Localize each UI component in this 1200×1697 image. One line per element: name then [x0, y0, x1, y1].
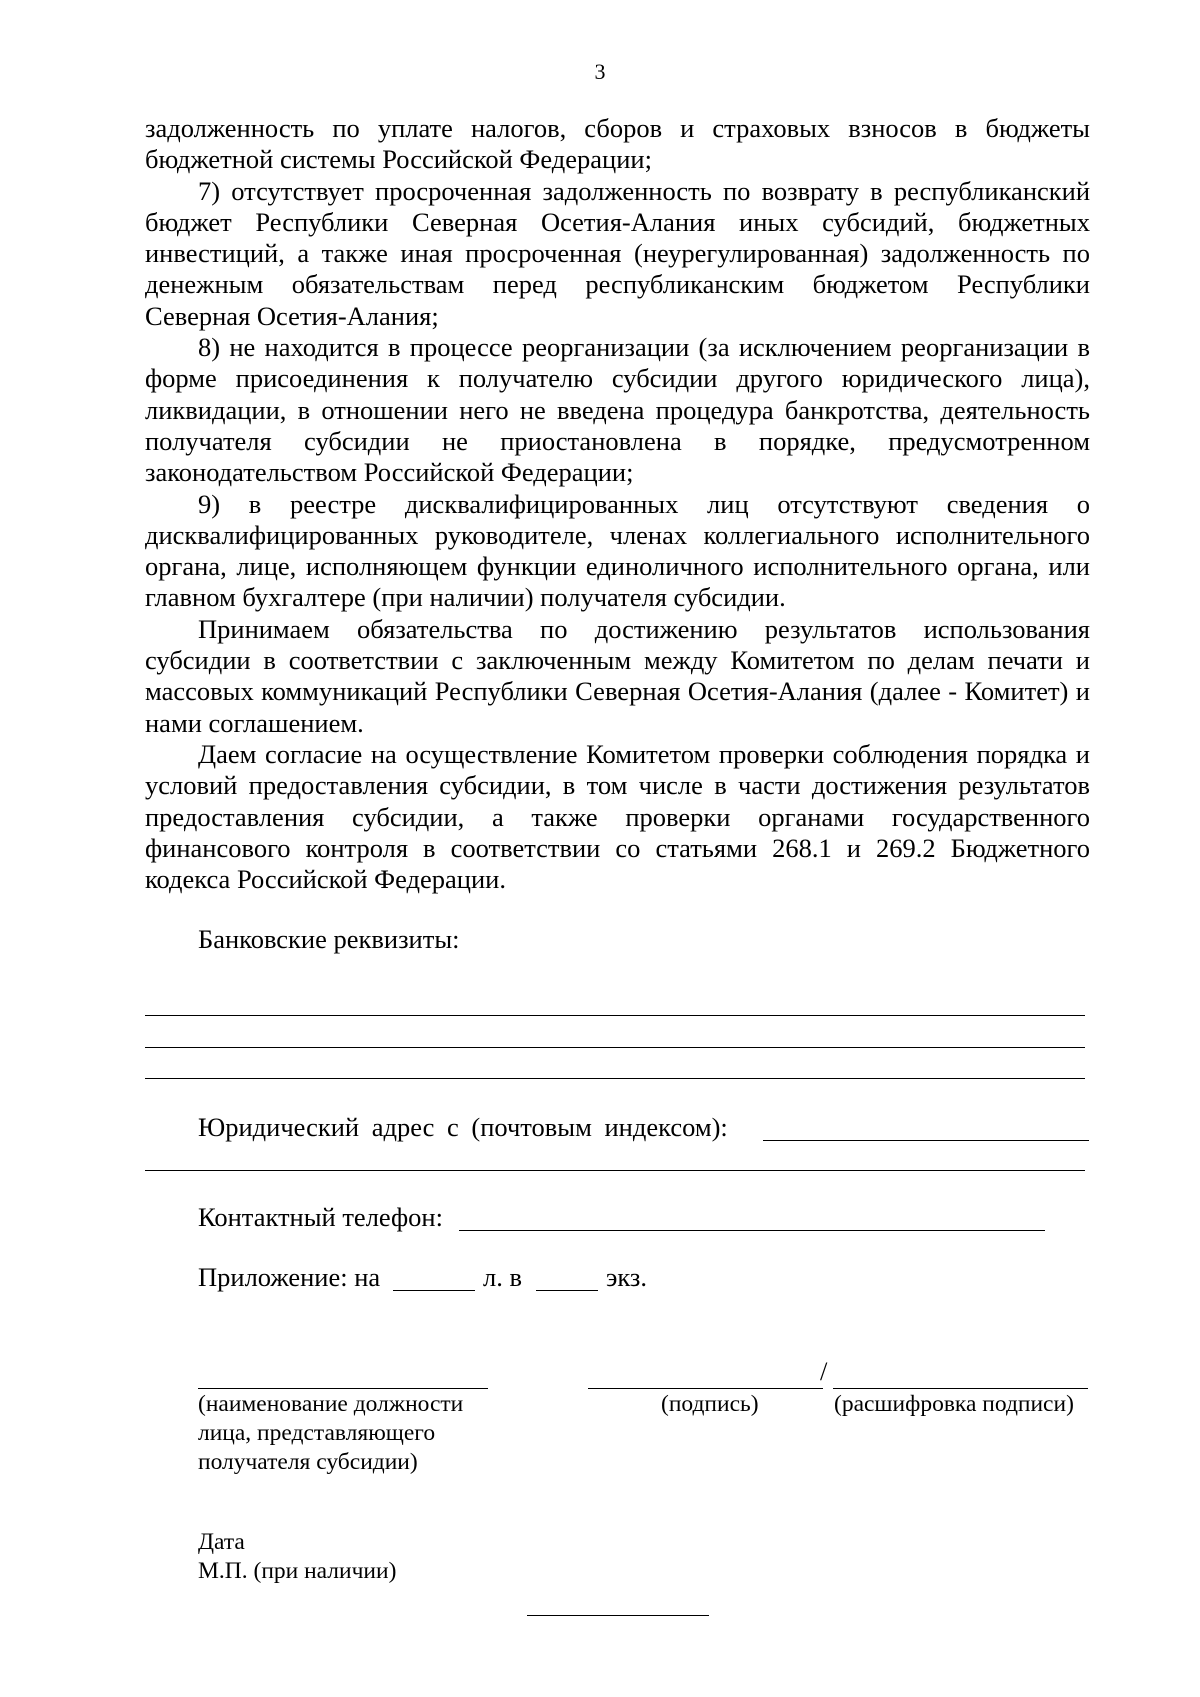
position-caption-line-2: лица, представляющего [198, 1420, 436, 1446]
position-caption-line-3: получателя субсидии) [198, 1449, 418, 1475]
bank-details-line-1[interactable] [145, 1015, 1085, 1016]
legal-address-field[interactable] [763, 1140, 1089, 1141]
signature-decoding-caption: (расшифровка подписи) [834, 1391, 1074, 1417]
signature-decoding-field[interactable] [833, 1388, 1088, 1389]
phone-label: Контактный телефон: [198, 1202, 443, 1232]
signature-slash: / [820, 1356, 828, 1386]
page-number: 3 [594, 59, 606, 84]
document-body [145, 113, 1090, 895]
seal-label: М.П. (при наличии) [198, 1558, 397, 1584]
paragraph-item-7: 7) отсутствует просроченная задолженность по возврату в республиканский бюджет Республики Северная Осетия-Алания иных субсидий, бюджетных инвестиций, а также иная просроченная (неурегулированная) задолженность по денежным обязательствам перед республиканским бюджетом Республики Северная Осетия-Алания; [145, 175, 1090, 331]
bank-details-line-2[interactable] [145, 1047, 1085, 1048]
attachment-pages-field[interactable] [393, 1290, 475, 1291]
position-caption-line-1: (наименование должности [198, 1391, 464, 1417]
attachment-pages-unit: л. в [483, 1262, 522, 1292]
paragraph-continuation: задолженность по уплате налогов, сборов и страховых взносов в бюджеты бюджетной системы Российской Федерации; [145, 113, 1090, 175]
signature-field[interactable] [588, 1388, 823, 1389]
attachment-copies-unit: экз. [606, 1262, 647, 1292]
paragraph-item-8: 8) не находится в процессе реорганизации (за исключением реорганизации в форме присоединения к получателю субсидии другого юридического лица), ликвидации, в отношении него не введена процедура банкротства, деятельность получателя субсидии не приостановлена в порядке, предусмотренном законодательством Российской Федерации; [145, 332, 1090, 488]
signature-caption: (подпись) [661, 1391, 759, 1417]
legal-address-label: Юридический адрес с (почтовым индексом): [198, 1112, 728, 1142]
paragraph-item-9: 9) в реестре дисквалифицированных лиц отсутствуют сведения о дисквалифицированных руководителе, членах коллегиального исполнительного органа, лице, исполняющем функции единоличного исполнительного органа, или главном бухгалтере (при наличии) получателя субсидии. [145, 488, 1090, 613]
paragraph-obligations: Принимаем обязательства по достижению результатов использования субсидии в соответствии с заключенным между Комитетом по делам печати и массовых коммуникаций Республики Северная Осетия-Алания (далее - Комитет) и нами соглашением. [145, 613, 1090, 738]
attachment-label: Приложение: на [198, 1262, 381, 1292]
attachment-copies-field[interactable] [536, 1290, 598, 1291]
bank-details-label: Банковские реквизиты: [198, 924, 460, 954]
end-of-document-divider [527, 1615, 709, 1616]
position-field[interactable] [198, 1388, 488, 1389]
legal-address-line-2[interactable] [145, 1170, 1085, 1171]
date-label: Дата [198, 1529, 245, 1555]
paragraph-consent: Даем согласие на осуществление Комитетом проверки соблюдения порядка и условий предоставления субсидии, в том числе в части достижения результатов предоставления субсидии, а также проверки органами государственного финансового контроля в соответствии со статьями 268.1 и 269.2 Бюджетного кодекса Российской Федерации. [145, 738, 1090, 895]
bank-details-line-3[interactable] [145, 1078, 1085, 1079]
phone-field[interactable] [459, 1230, 1045, 1231]
